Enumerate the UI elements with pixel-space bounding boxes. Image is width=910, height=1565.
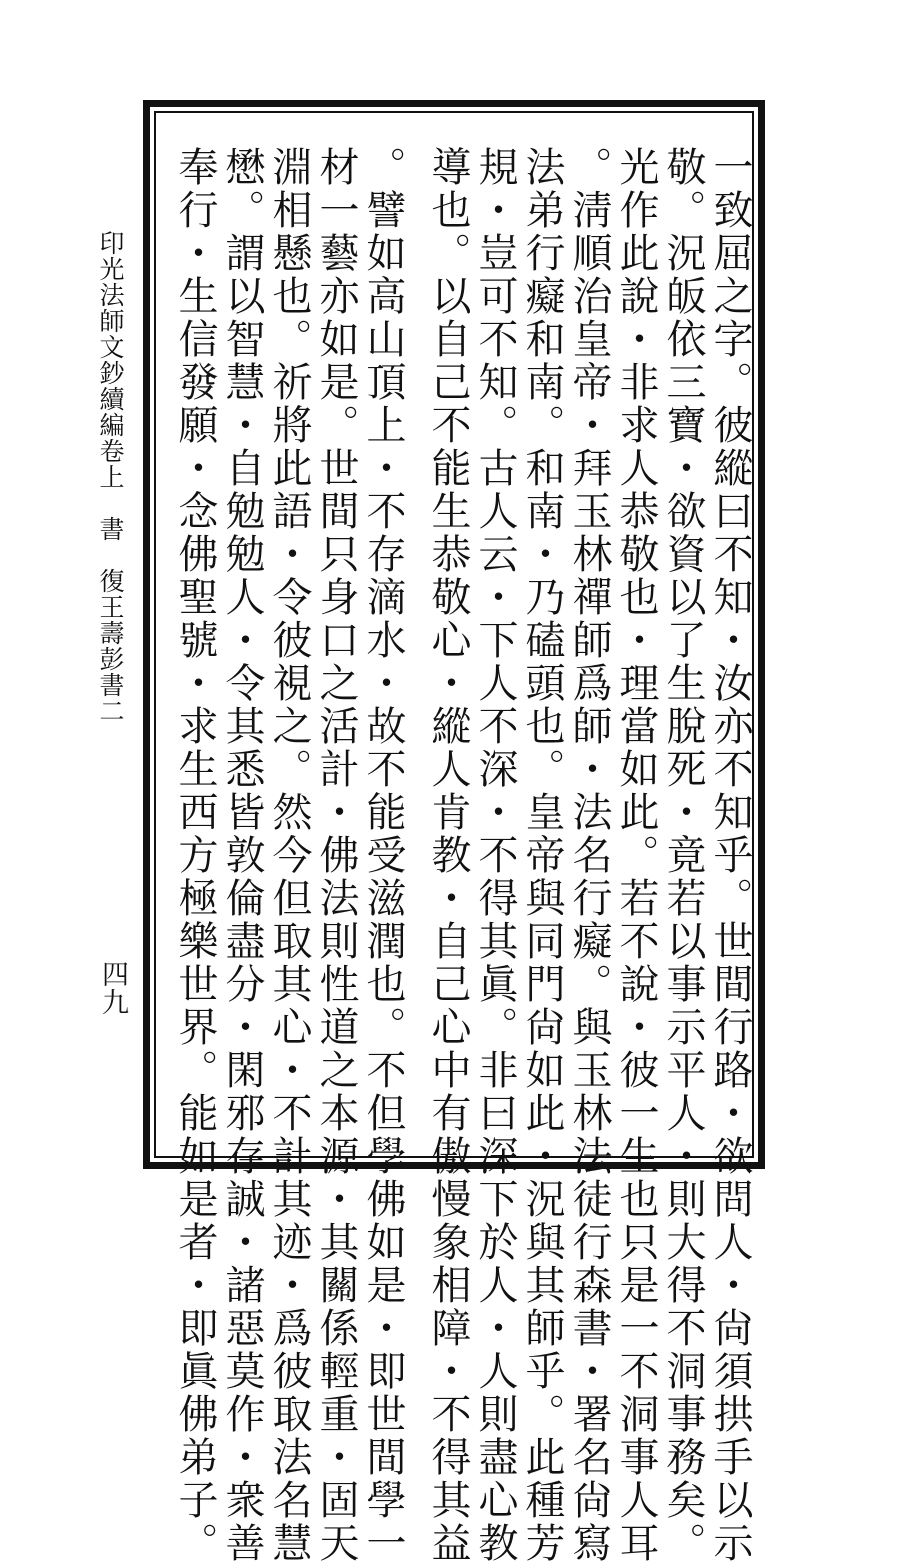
text-column-4: 。淸順治皇帝・拜玉林禪師爲師・法名行癡。與玉林法徒行森書・署名尙寫: [566, 146, 612, 1565]
page-number: 四九: [97, 960, 128, 1016]
text-column-2: 敬。況皈依三寶・欲資以了生脫死・竟若以事示平人・則大得不洞事務矣。: [660, 146, 706, 1565]
text-column-1: 一致屈之字。彼縱曰不知・汝亦不知乎。世間行路・欲問人・尙須拱手以示: [707, 146, 753, 1565]
running-head: 印光法師文鈔續編卷上 書 復王壽彭書二: [96, 230, 125, 724]
text-column-5: 法弟行癡和南。和南・乃磕頭也。皇帝與同門尙如此・況與其師乎。此種芳: [519, 146, 565, 1565]
text-column-3: 光作此說・非求人恭敬也・理當如此。若不說・彼一生也只是一不洞事人耳: [613, 146, 659, 1565]
text-column-9: 材一藝亦如是。世間只身口之活計・佛法則性道之本源・其關係輕重・固天: [313, 146, 359, 1565]
text-column-11: 懋。謂以智慧・自勉勉人・令其悉皆敦倫盡分・閑邪存誠・諸惡莫作・衆善: [219, 146, 265, 1565]
text-column-12: 奉行・生信發願・念佛聖號・求生西方極樂世界。能如是者・即眞佛弟子。: [172, 146, 218, 1565]
text-column-7: 導也。以自己不能生恭敬心・縱人肯教・自己心中有傲慢象相障・不得其益: [425, 146, 471, 1565]
text-column-10: 淵相懸也。祈將此語・令彼視之。然今但取其心・不計其迹・爲彼取法名慧: [266, 146, 312, 1565]
text-column-8: 。譬如高山頂上・不存滴水・故不能受滋潤也。不但學佛如是・即世間學一: [360, 146, 406, 1565]
text-column-6: 規・豈可不知。古人云・下人不深・不得其眞。非曰深下於人・人則盡心教: [472, 146, 518, 1565]
